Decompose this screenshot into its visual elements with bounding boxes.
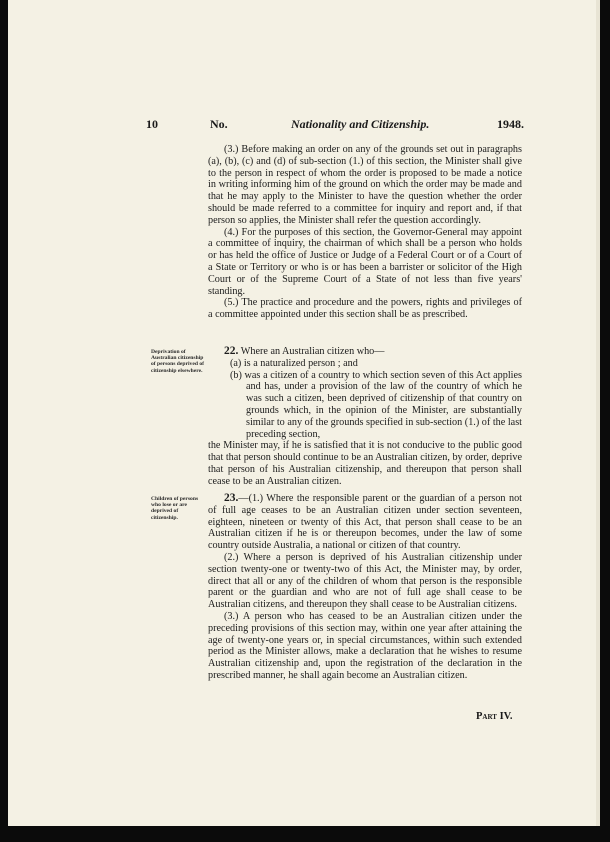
subsection-5: (5.) The practice and procedure and the powers, rights and privileges of a committee appointed under this section shall be as prescribed. (208, 297, 522, 321)
act-year: 1948. (497, 117, 524, 131)
section-21-continuation (208, 144, 522, 321)
section-22-lead-text: Where an Australian citizen who— (240, 346, 385, 357)
subsection-3: (3.) Before making an order on any of the grounds set out in paragraphs (a), (b), (c) and (d) of sub-section (1.) of this section, the Minister shall give to the person in respect of whom the order is proposed to be made a notice in writing informing him of the ground on which the order may be made and that he may apply to the Minister to have the question whether the order should be made referred to a committee for inquiry and report and, if that person so applies, the Minister shall refer the question accordingly. (208, 144, 522, 226)
section-23-subsection-2: (2.) Where a person is deprived of his Australian citizenship under section twenty-one or twenty-two of this Act, the Minister may, by order, direct that all or any of the children of whom that person is the responsible parent or the guardian and who are not of full age shall cease to be Australian citizens, and thereupon they shall cease to be Australian citizens. (208, 551, 522, 611)
section-23-sub-1-text: —(1.) Where the responsible parent or the guardian of a person not of full age ceases to be an Australian citizen under section seventeen, eighteen, nineteen or twenty of this Act, that person shall cease to be an Australian citizen if he is or thereupon becomes, under the law of some country outside Australia, a national or citizen of that country. (208, 493, 522, 552)
catchword: Part IV. (476, 711, 513, 722)
act-title: Nationality and Citizenship. (291, 117, 430, 131)
section-23-subsection-1 (208, 493, 522, 552)
section-23-subsection-3: (3.) A person who has ceased to be an Australian citizen under the preceding provisions of this section may, within one year after attaining the age of twenty-one years or, in special circumstances, within such extended period as the Minister allows, make a declaration that he wishes to resume Australian citizenship and, upon the registration of the declaration in the prescribed manner, he shall again become an Australian citizen. (208, 610, 522, 681)
section-22-item-b: (b) was a citizen of a country to which section seven of this Act applies and has, under a provision of the law of the country of which he was such a citizen, been deprived of citizenship of that country on grounds which, in the opinion of the Minister, are substantially similar to any of the grounds specified in sub-section (1.) of the last preceding section, (230, 369, 522, 440)
section-22-conclusion: the Minister may, if he is satisfied that it is not conducive to the public good that that person should continue to be an Australian citizen, by order, deprive that person of his Australian citizenship, and thereupon that person shall cease to be an Australian citizen. (208, 440, 522, 487)
page-number: 10 (146, 117, 158, 131)
running-header (8, 117, 596, 133)
section-23-number: 23. (224, 492, 239, 504)
section-23 (208, 493, 522, 682)
act-number-label: No. (210, 117, 228, 131)
section-22 (208, 346, 522, 488)
section-22-number: 22. (224, 345, 239, 357)
section-22-item-a: (a) is a naturalized person ; and (230, 357, 358, 369)
subsection-4: (4.) For the purposes of this section, the Governor-General may appoint a committee of inquiry, the chairman of which shall be a person who holds or has held the office of Justice or Judge of a Federal Court or of a Court of a State or Territory or who is or has been a barrister or solicitor of the High Court or of the Supreme Court of a State of not less than five years' standing. (208, 226, 522, 297)
margin-note-section-23: Children of persons who lose or are deprived of citizenship. (151, 496, 199, 521)
document-page (8, 0, 596, 826)
page-edge (596, 0, 600, 826)
section-22-lead (208, 346, 522, 358)
margin-note-section-22: Deprivation of Australian citizenship of persons deprived of citizenship elsewhere. (151, 349, 204, 374)
